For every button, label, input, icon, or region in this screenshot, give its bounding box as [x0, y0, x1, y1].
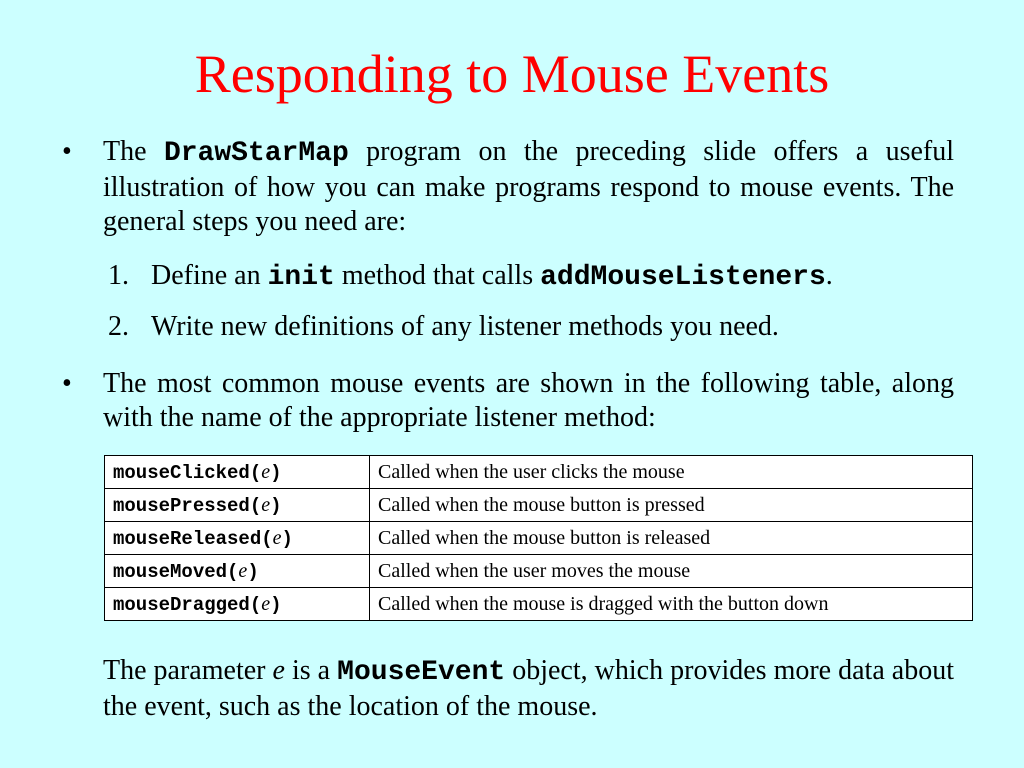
- description-cell: Called when the mouse button is released: [370, 522, 973, 555]
- bullet-intro-post: program on the preceding slide offers a useful illustration of how you can make programs respond to mouse events. The general steps you need are:: [103, 136, 954, 237]
- method-close: ): [270, 593, 282, 616]
- method-close: ): [270, 461, 282, 484]
- description-cell: Called when the user clicks the mouse: [370, 456, 973, 489]
- bullet-intro-text: [103, 135, 954, 239]
- bullet-events: [62, 367, 954, 435]
- bullet-dot-icon: •: [62, 368, 72, 399]
- step-2-text: Write new definitions of any listener methods you need.: [151, 311, 779, 342]
- addmouselisteners-code: addMouseListeners: [540, 262, 826, 293]
- param-note-pre: The parameter: [103, 655, 273, 686]
- description-cell: Called when the mouse is dragged with the button down: [370, 588, 973, 621]
- method-name: mousePressed(: [113, 494, 262, 517]
- method-name: mouseDragged(: [113, 593, 262, 616]
- slide-title: Responding to Mouse Events: [194, 44, 830, 104]
- table-row: [105, 456, 973, 489]
- description-cell: Called when the mouse button is pressed: [370, 489, 973, 522]
- parameter-note: [103, 654, 954, 724]
- init-code: init: [267, 262, 335, 293]
- method-cell: [105, 456, 370, 489]
- method-cell: [105, 489, 370, 522]
- method-cell: [105, 555, 370, 588]
- bullet-dot-icon: •: [62, 136, 72, 167]
- method-name: mouseMoved(: [113, 560, 239, 583]
- step-1-post: .: [825, 260, 833, 291]
- method-cell: [105, 588, 370, 621]
- bullet-events-text: The most common mouse events are shown in the following table, along with the name of the appropriate listener method:: [103, 368, 954, 433]
- method-param: e: [272, 526, 282, 549]
- method-param: e: [261, 592, 271, 615]
- table-row: [105, 522, 973, 555]
- table-row: [105, 489, 973, 522]
- param-note-mid: is a: [284, 655, 338, 686]
- step-2-number: 2.: [108, 311, 129, 342]
- mouse-events-table: [104, 455, 973, 621]
- method-param: e: [261, 493, 271, 516]
- drawstarmap-code: DrawStarMap: [163, 138, 349, 169]
- param-note-post: object, which provides more data about the event, such as the location of the mouse.: [103, 655, 955, 722]
- mouseevent-code: MouseEvent: [337, 657, 506, 688]
- method-param: e: [238, 559, 248, 582]
- table-row: [105, 555, 973, 588]
- bullet-intro: [62, 135, 954, 239]
- step-1-mid: method that calls: [334, 260, 541, 291]
- method-name: mouseClicked(: [113, 461, 262, 484]
- method-param: e: [261, 460, 271, 483]
- method-close: ): [270, 494, 282, 517]
- method-name: mouseReleased(: [113, 527, 273, 550]
- method-cell: [105, 522, 370, 555]
- step-2: [108, 310, 779, 344]
- description-cell: Called when the user moves the mouse: [370, 555, 973, 588]
- step-1-number: 1.: [108, 260, 129, 291]
- param-note-var: e: [272, 655, 285, 686]
- method-close: ): [281, 527, 293, 550]
- step-1: [108, 259, 833, 295]
- bullet-intro-pre: The: [103, 136, 164, 167]
- method-close: ): [247, 560, 259, 583]
- step-1-pre: Define an: [151, 260, 268, 291]
- table-row: [105, 588, 973, 621]
